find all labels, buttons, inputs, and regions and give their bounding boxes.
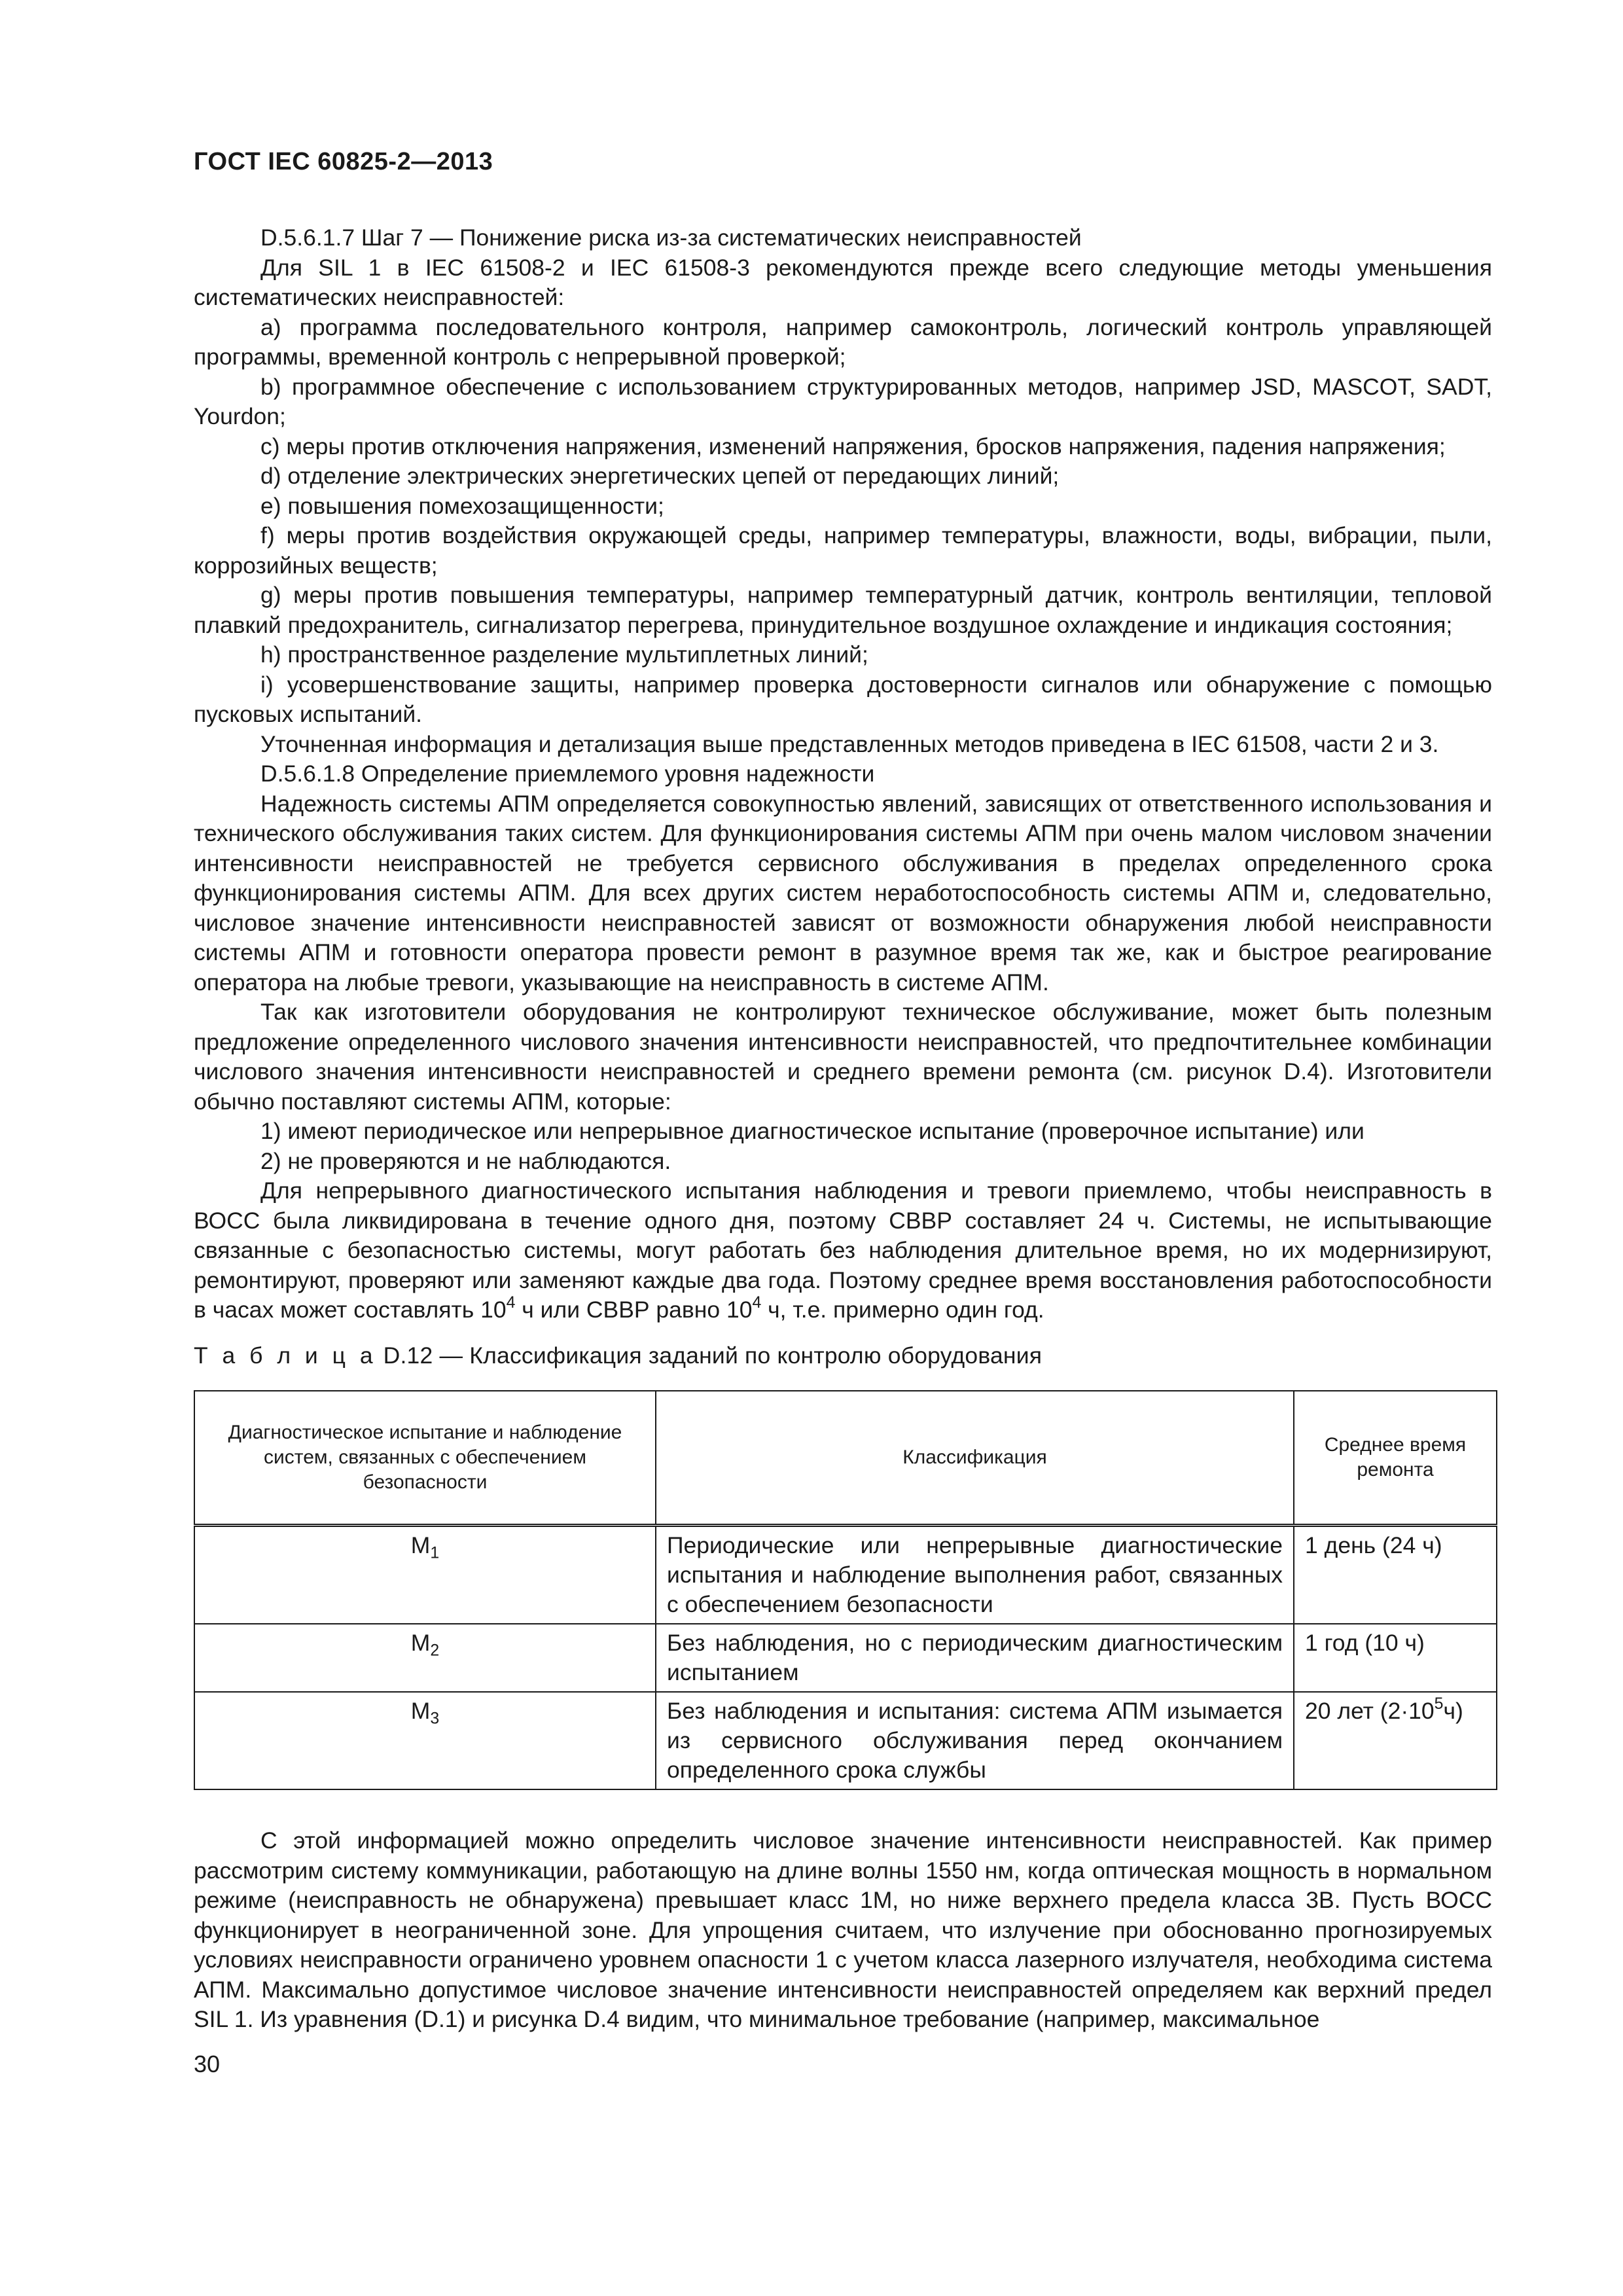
- paragraph-bottom: С этой информацией можно определить числовое значение интенсивности неисправностей. Как пример рассмотрим систему коммуникации, работающую на длине волны 1550 нм, когда оптическая мощность в нормальном режиме (неисправность не обнаружена) превышает класс 1М, но ниже верхнего предела класса 3В. Пусть ВОСС функционирует в неограниченной зоне. Для упрощения считаем, что излучение при обоснованно прогнозируемых условиях неисправности ограничено уровнем опасности 1 с учетом класса лазерного излучателя, необходима система АПМ. Максимально допустимое числовое значение интенсивности неисправностей определяем как верхний предел SIL 1. Из уравнения (D.1) и рисунка D.4 видим, что минимальное требование (например, максимальное: [194, 1827, 1492, 2032]
- list-item-e: e) повышения помехозащищенности;: [260, 492, 664, 519]
- table-header-row: [194, 1391, 1497, 1526]
- repair-time: 1 день (24 ч): [1305, 1532, 1442, 1558]
- cell-code: [194, 1692, 656, 1789]
- cell-code: [194, 1624, 656, 1692]
- heading-step-7: D.5.6.1.7 Шаг 7 — Понижение риска из-за систематических неисправностей: [260, 224, 1082, 251]
- paragraph: Уточненная информация и детализация выше представленных методов приведена в IEC 61508, части 2 и 3.: [260, 730, 1439, 757]
- mttr-exponent-2: 4: [752, 1294, 762, 1312]
- code-index: 1: [430, 1544, 440, 1562]
- list-item-g: g) меры против повышения температуры, например температурный датчик, контроль вентиляции, тепловой плавкий предохранитель, сигнализатор перегрева, принудительное воздушное охлаждение и индикация состояния;: [194, 582, 1492, 638]
- table-row: [194, 1526, 1497, 1624]
- cell-classification: Без наблюдения и испытания: система АПМ изымается из сервисного обслуживания перед окончанием определенного срока службы: [656, 1692, 1294, 1789]
- repair-time-end: ч): [1443, 1698, 1463, 1724]
- table-caption-prefix: Т а б л и ц а: [194, 1342, 377, 1369]
- list-item-a: a) программа последовательного контроля, например самоконтроль, логический контроль управляющей программы, временной контроль с непрерывной проверкой;: [194, 314, 1492, 370]
- list-item-c: c) меры против отключения напряжения, изменений напряжения, бросков напряжения, падения напряжения;: [260, 433, 1446, 459]
- page-number: 30: [194, 2051, 221, 2077]
- paragraph-mttr: [194, 1176, 1492, 1325]
- header-cell-classification: Классификация: [656, 1391, 1294, 1526]
- list-item-f: f) меры против воздействия окружающей среды, например температуры, влажности, воды, вибрации, пыли, коррозийных веществ;: [194, 522, 1492, 579]
- code-index: 3: [430, 1710, 440, 1728]
- code-letter: M: [410, 1630, 431, 1656]
- table-row: [194, 1692, 1497, 1789]
- cell-repair-time: [1294, 1526, 1497, 1624]
- document-header: ГОСТ IEC 60825-2—2013: [194, 148, 493, 175]
- cell-classification: Периодические или непрерывные диагностические испытания и наблюдение выполнения работ, связанных с обеспечением безопасности: [656, 1526, 1294, 1624]
- cell-code: [194, 1526, 656, 1624]
- document-body: [194, 223, 1492, 2035]
- mttr-text-2: ч или СВВР равно 10: [515, 1297, 753, 1323]
- list-item-b: b) программное обеспечение с использованием структурированных методов, например JSD, MASCOT, SADT, Yourdon;: [194, 373, 1492, 429]
- cell-repair-time: [1294, 1624, 1497, 1692]
- table-caption-title: D.12 — Классификация заданий по контролю оборудования: [376, 1342, 1043, 1369]
- code-letter: M: [410, 1698, 431, 1724]
- classification-table: [194, 1390, 1497, 1790]
- cell-classification: Без наблюдения, но с периодическим диагностическим испытанием: [656, 1624, 1294, 1692]
- list-item-d: d) отделение электрических энергетических цепей от передающих линий;: [260, 463, 1060, 489]
- header-cell-repair-time: Среднее время ремонта: [1294, 1391, 1497, 1526]
- cell-repair-time: [1294, 1692, 1497, 1789]
- repair-time-exponent: 5: [1434, 1695, 1444, 1713]
- table-caption: [194, 1341, 1492, 1371]
- mttr-text-1: Для непрерывного диагностического испытания наблюдения и тревоги приемлемо, чтобы неисправность в ВОСС была ликвидирована в течение одного дня, поэтому СВВР составляет 24 ч. Системы, не испытывающие связанные с безопасностью системы, могут работать без наблюдения длительное время, но их модернизируют, ремонтируют, проверяют или заменяют каждые два года. Поэтому среднее время восстановления работоспособности в часах может составлять 10: [194, 1177, 1492, 1323]
- header-cell-diagnostics: Диагностическое испытание и наблюдение систем, связанных с обеспечением безопасности: [194, 1391, 656, 1526]
- mttr-exponent-1: 4: [506, 1294, 516, 1312]
- heading-step-8: D.5.6.1.8 Определение приемлемого уровня надежности: [260, 761, 875, 787]
- list-item-i: i) усовершенствование защиты, например проверка достоверности сигналов или обнаружение с помощью пусковых испытаний.: [194, 671, 1492, 727]
- mttr-text-3: ч, т.е. примерно один год.: [761, 1297, 1044, 1323]
- table-row: [194, 1624, 1497, 1692]
- code-index: 2: [430, 1641, 440, 1660]
- paragraph: Для SIL 1 в IEC 61508-2 и IEC 61508-3 рекомендуются прежде всего следующие методы уменьшения систематических неисправностей:: [194, 254, 1492, 310]
- paragraph: Надежность системы АПМ определяется совокупностью явлений, зависящих от ответственного использования и технического обслуживания таких систем. Для функционирования системы АПМ при очень малом числовом значении интенсивности неисправностей не требуется сервисного обслуживания в пределах определенного срока функционирования системы АПМ. Для всех других систем неработоспособность системы АПМ и, следовательно, числовое значение интенсивности неисправностей зависят от возможности обнаружения любой неисправности системы АПМ и готовности оператора провести ремонт в разумное время так же, как и быстрое реагирование оператора на любые тревоги, указывающие на неисправность в системе АПМ.: [194, 790, 1492, 996]
- repair-time: 20 лет (2·10: [1305, 1698, 1435, 1724]
- list-item-2: 2) не проверяются и не наблюдаются.: [260, 1147, 671, 1174]
- list-item-h: h) пространственное разделение мультиплетных линий;: [260, 641, 868, 668]
- list-item-1: 1) имеют периодическое или непрерывное диагностическое испытание (проверочное испытание) или: [260, 1118, 1364, 1144]
- paragraph: Так как изготовители оборудования не контролируют техническое обслуживание, может быть полезным предложение определенного числового значения интенсивности неисправностей, что предпочтительнее комбинации числового значения интенсивности неисправностей и среднего времени ремонта (см. рисунок D.4). Изготовители обычно поставляют системы АПМ, которые:: [194, 999, 1492, 1115]
- code-letter: M: [410, 1532, 431, 1558]
- repair-time: 1 год (10 ч): [1305, 1630, 1425, 1656]
